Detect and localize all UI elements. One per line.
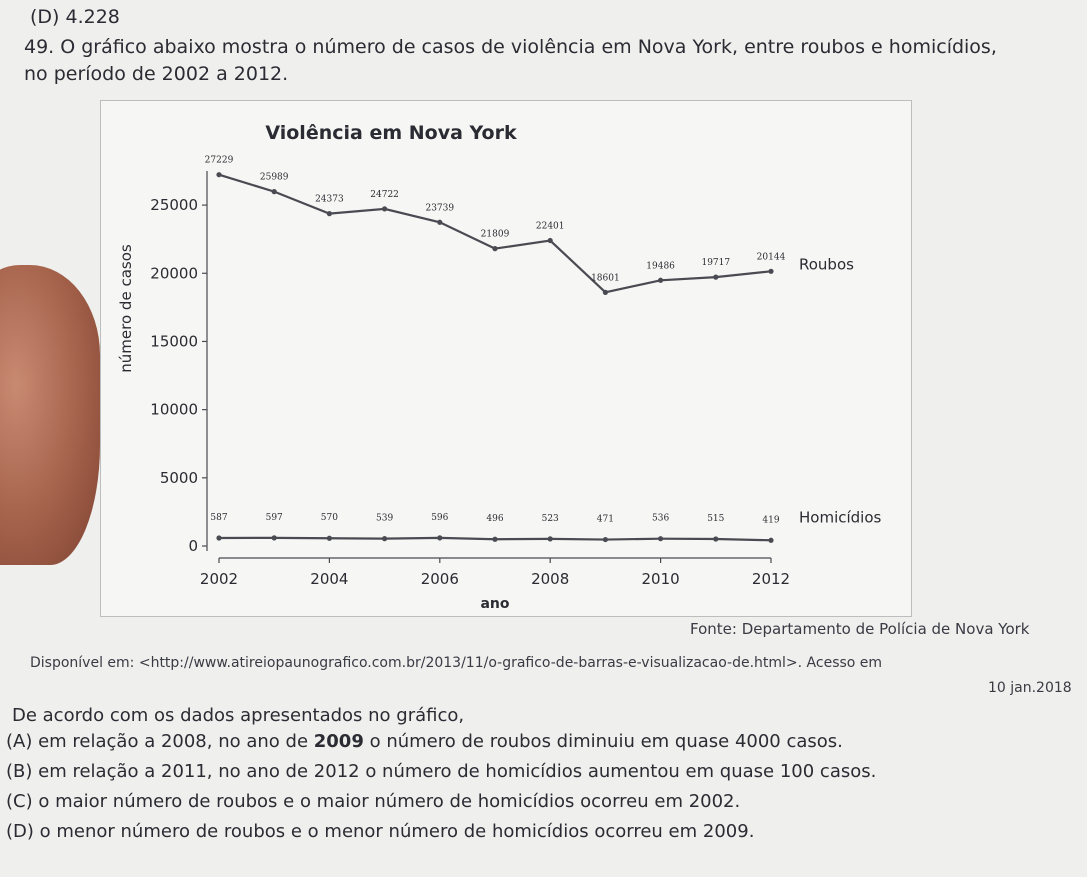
y-tick-label: 20000 bbox=[150, 264, 198, 283]
data-label: 496 bbox=[486, 514, 504, 525]
data-point bbox=[216, 172, 221, 177]
option-c[interactable] bbox=[6, 787, 876, 817]
data-label: 21809 bbox=[480, 229, 510, 240]
data-label: 515 bbox=[707, 513, 725, 524]
data-point bbox=[327, 211, 332, 216]
answer-options bbox=[6, 727, 876, 847]
options-intro: De acordo com os dados apresentados no gráfico, bbox=[12, 705, 465, 726]
option-letter: (C) bbox=[6, 791, 33, 812]
data-label: 523 bbox=[541, 513, 559, 524]
data-point bbox=[713, 275, 718, 280]
data-point bbox=[437, 535, 442, 540]
x-tick-label: 2012 bbox=[751, 570, 791, 588]
line-chart bbox=[101, 101, 911, 616]
data-point bbox=[492, 537, 497, 542]
y-tick-label: 5000 bbox=[159, 468, 198, 487]
data-label: 539 bbox=[376, 513, 394, 524]
data-point bbox=[272, 189, 277, 194]
data-label: 24722 bbox=[370, 189, 399, 200]
option-text: em relação a 2008, no ano de bbox=[38, 731, 314, 752]
data-label: 22401 bbox=[535, 221, 565, 232]
access-date: 10 jan.2018 bbox=[988, 680, 1072, 696]
x-axis-label: ano bbox=[480, 596, 510, 612]
chart-title: Violência em Nova York bbox=[265, 122, 517, 144]
x-tick-label: 2006 bbox=[420, 570, 459, 588]
option-text-end: o número de roubos diminuiu em quase 4000 casos. bbox=[363, 731, 843, 752]
option-letter: (D) bbox=[6, 821, 34, 842]
data-point bbox=[216, 535, 221, 540]
option-text: o maior número de roubos e o maior número de homicídios ocorreu em 2002. bbox=[38, 791, 741, 812]
data-point bbox=[548, 238, 553, 243]
data-label: 419 bbox=[762, 515, 780, 526]
y-tick-label: 15000 bbox=[150, 332, 198, 351]
option-letter: (B) bbox=[6, 761, 33, 782]
option-a[interactable] bbox=[6, 727, 876, 757]
data-label: 596 bbox=[431, 512, 449, 523]
data-label: 570 bbox=[320, 513, 338, 524]
data-label: 597 bbox=[265, 512, 283, 523]
data-point bbox=[713, 536, 718, 541]
option-b[interactable] bbox=[6, 757, 876, 787]
data-label: 587 bbox=[210, 512, 228, 523]
data-point bbox=[382, 536, 387, 541]
x-tick-label: 2004 bbox=[310, 570, 349, 588]
data-point bbox=[272, 535, 277, 540]
data-point bbox=[327, 536, 332, 541]
series-name-label: Homicídios bbox=[799, 508, 882, 527]
chart-source: Fonte: Departamento de Polícia de Nova York bbox=[690, 620, 1030, 638]
availability-note: Disponível em: <http://www.atireiopaunografico.com.br/2013/11/o-grafico-de-barras-e-visualizacao-de.html>. Acesso em bbox=[30, 655, 883, 671]
y-axis-label: número de casos bbox=[117, 244, 135, 373]
y-tick-label: 10000 bbox=[150, 400, 198, 419]
data-point bbox=[658, 278, 663, 283]
data-label: 27229 bbox=[204, 155, 234, 166]
finger-photo-artifact bbox=[0, 265, 100, 565]
question-line-1: 49. O gráfico abaixo mostra o número de casos de violência em Nova York, entre roubos e homicídios, bbox=[24, 36, 997, 58]
data-point bbox=[548, 536, 553, 541]
data-label: 19486 bbox=[646, 261, 675, 272]
chart-container bbox=[100, 100, 912, 617]
option-letter: (A) bbox=[6, 731, 33, 752]
data-label: 23739 bbox=[425, 203, 455, 214]
previous-answer: (D) 4.228 bbox=[30, 6, 120, 28]
data-point bbox=[658, 536, 663, 541]
data-label: 19717 bbox=[701, 258, 731, 269]
question-line-2: no período de 2002 a 2012. bbox=[24, 63, 289, 85]
option-text: o menor número de roubos e o menor número de homicídios ocorreu em 2009. bbox=[39, 821, 755, 842]
data-point bbox=[768, 538, 773, 543]
option-d[interactable] bbox=[6, 817, 876, 847]
option-text: em relação a 2011, no ano de 2012 o número de homicídios aumentou em quase 100 casos. bbox=[38, 761, 877, 782]
data-point bbox=[437, 220, 442, 225]
series-name-label: Roubos bbox=[799, 255, 854, 274]
data-label: 471 bbox=[596, 514, 614, 525]
data-label: 18601 bbox=[591, 273, 620, 284]
y-tick-label: 0 bbox=[188, 537, 198, 555]
data-point bbox=[603, 537, 608, 542]
x-tick-label: 2008 bbox=[531, 570, 570, 588]
question-text bbox=[24, 34, 1074, 88]
data-label: 536 bbox=[652, 513, 670, 524]
data-point bbox=[492, 246, 497, 251]
data-point bbox=[382, 206, 387, 211]
option-bold: 2009 bbox=[313, 731, 364, 752]
x-tick-label: 2002 bbox=[199, 570, 239, 588]
data-label: 25989 bbox=[259, 172, 289, 183]
y-tick-label: 25000 bbox=[150, 196, 198, 215]
data-label: 24373 bbox=[315, 194, 344, 205]
x-tick-label: 2010 bbox=[641, 570, 680, 588]
data-label: 20144 bbox=[756, 252, 786, 263]
data-point bbox=[768, 269, 773, 274]
data-point bbox=[603, 290, 608, 295]
